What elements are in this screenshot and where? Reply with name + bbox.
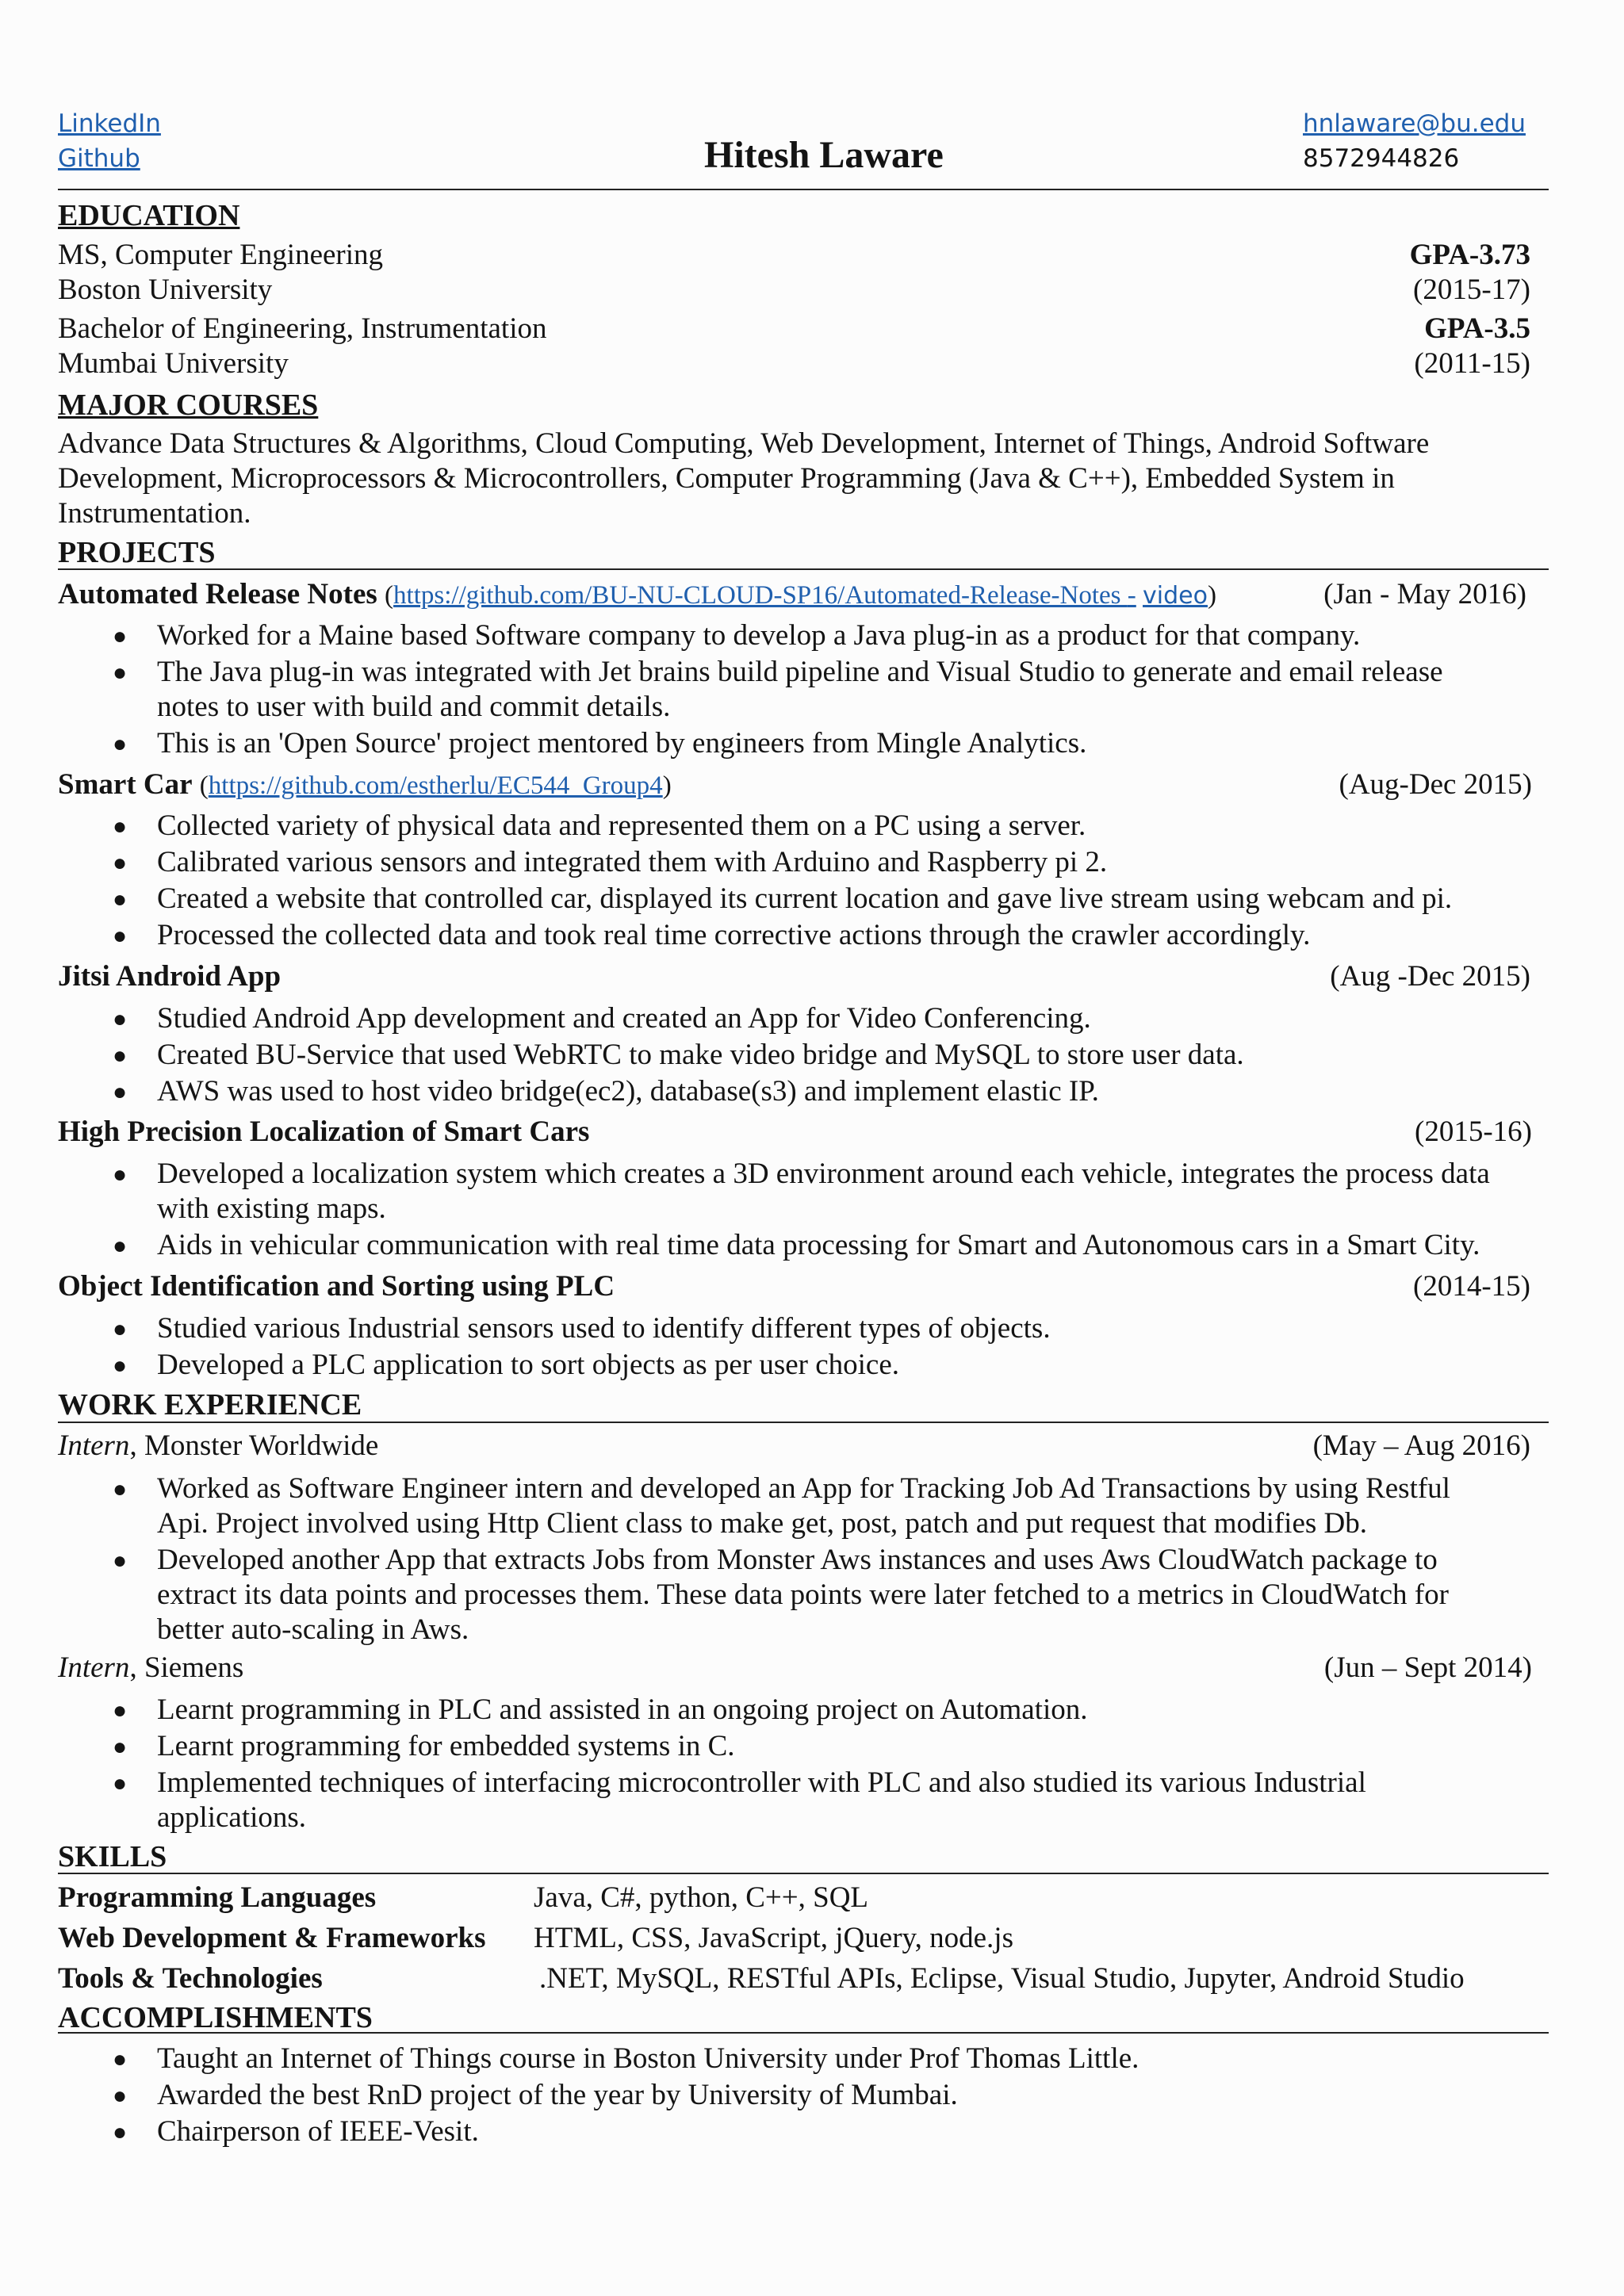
courses-line: Development, Microprocessors & Microcontrollers, Computer Programming (Java & C++), Embedded System in xyxy=(58,462,1395,495)
edu-gpa-1: GPA-3.73 xyxy=(1409,239,1530,271)
courses-heading: MAJOR COURSES xyxy=(58,388,319,422)
project-repo-link[interactable]: https://github.com/BU-NU-CLOUD-SP16/Automated-Release-Notes xyxy=(393,581,1128,610)
project-bullet-cont: notes to user with build and commit details. xyxy=(157,691,671,723)
project-repo-link[interactable]: https://github.com/estherlu/EC544_Group4 xyxy=(208,771,663,800)
job-role: Intern xyxy=(58,1429,130,1462)
bullet-icon: ● xyxy=(113,660,128,686)
edu-gpa-2: GPA-3.5 xyxy=(1424,312,1530,345)
bullet-icon: ● xyxy=(113,1548,128,1574)
bullet-icon: ● xyxy=(113,1353,128,1379)
job-title-row xyxy=(58,1429,378,1463)
edu-school-2: Mumbai University xyxy=(58,347,289,380)
skills-heading: SKILLS xyxy=(58,1840,167,1873)
candidate-name: Hitesh Laware xyxy=(704,134,944,176)
courses-line: Advance Data Structures & Algorithms, Cloud Computing, Web Development, Internet of Things, Android Software xyxy=(58,427,1430,460)
project-bullet: Created a website that controlled car, displayed its current location and gave live stream using webcam and pi. xyxy=(157,882,1453,915)
accomplishment-bullet: Taught an Internet of Things course in Boston University under Prof Thomas Little. xyxy=(157,2042,1139,2075)
project-title: Object Identification and Sorting using PLC xyxy=(58,1270,615,1303)
job-company: , Siemens xyxy=(129,1651,244,1684)
github-link[interactable]: Github xyxy=(58,144,140,173)
project-bullet: The Java plug-in was integrated with Jet brains build pipeline and Visual Studio to generate and email release xyxy=(157,656,1443,688)
project-title: Smart Car xyxy=(58,768,193,801)
skill-label: Web Development & Frameworks xyxy=(58,1922,486,1954)
project-title: Automated Release Notes xyxy=(58,578,377,610)
bullet-icon: ● xyxy=(113,623,128,649)
courses-line: Instrumentation. xyxy=(58,497,251,530)
job-date: (May – Aug 2016) xyxy=(1312,1429,1530,1462)
project-date: (2014-15) xyxy=(1413,1270,1530,1303)
education-heading: EDUCATION xyxy=(58,199,240,232)
bullet-icon: ● xyxy=(113,1770,128,1797)
bullet-icon: ● xyxy=(113,1476,128,1502)
skill-value: HTML, CSS, JavaScript, jQuery, node.js xyxy=(534,1922,1013,1954)
project-date: (Jan - May 2016) xyxy=(1323,578,1526,610)
job-bullet-cont: extract its data points and processes them. These data points were later fetched to a metrics in CloudWatch for xyxy=(157,1578,1449,1611)
job-title-row xyxy=(58,1651,243,1685)
project-title-row: Smart Car (https://github.com/estherlu/EC544_Group4) xyxy=(58,768,672,801)
project-date: (2015-16) xyxy=(1415,1115,1532,1148)
bullet-icon: ● xyxy=(113,1161,128,1188)
job-bullet-cont: applications. xyxy=(157,1801,307,1834)
phone-number: 8572944826 xyxy=(1303,144,1460,173)
skill-value: Java, C#, python, C++, SQL xyxy=(534,1881,869,1914)
bullet-icon: ● xyxy=(113,1734,128,1760)
project-title: Jitsi Android App xyxy=(58,960,282,993)
project-bullet: Aids in vehicular communication with real time data processing for Smart and Autonomous cars in a Smart City. xyxy=(157,1229,1480,1261)
project-title: High Precision Localization of Smart Cars xyxy=(58,1115,590,1148)
edu-school-1: Boston University xyxy=(58,274,273,306)
accomplishments-divider xyxy=(58,2032,1549,2034)
job-bullet-cont: Api. Project involved using Http Client class to make get, post, patch and put request that modifies Db. xyxy=(157,1507,1367,1540)
project-video-link[interactable]: video xyxy=(1143,582,1208,610)
job-date: (Jun – Sept 2014) xyxy=(1323,1651,1532,1684)
bullet-icon: ● xyxy=(113,923,128,949)
job-bullet: Learnt programming for embedded systems in C. xyxy=(157,1730,735,1762)
project-bullet: Studied various Industrial sensors used to identify different types of objects. xyxy=(157,1312,1051,1345)
project-bullet: Worked for a Maine based Software company to develop a Java plug-in as a product for that company. xyxy=(157,619,1361,652)
project-bullet: Created BU-Service that used WebRTC to make video bridge and MySQL to store user data. xyxy=(157,1039,1244,1071)
job-company: , Monster Worldwide xyxy=(129,1429,379,1462)
edu-degree-1: MS, Computer Engineering xyxy=(58,239,384,271)
bullet-icon: ● xyxy=(113,1006,128,1032)
projects-divider xyxy=(58,568,1549,570)
job-role: Intern xyxy=(58,1651,130,1684)
job-bullet: Learnt programming in PLC and assisted in an ongoing project on Automation. xyxy=(157,1693,1088,1726)
project-bullet-cont: with existing maps. xyxy=(157,1192,386,1225)
job-bullet-cont: better auto-scaling in Aws. xyxy=(157,1613,469,1646)
bullet-icon: ● xyxy=(113,1697,128,1724)
project-date: (Aug -Dec 2015) xyxy=(1330,960,1530,993)
edu-years-2: (2011-15) xyxy=(1414,347,1530,380)
job-bullet: Worked as Software Engineer intern and developed an App for Tracking Job Ad Transactions by using Restful xyxy=(157,1472,1450,1505)
project-bullet: Processed the collected data and took real time corrective actions through the crawler accordingly. xyxy=(157,919,1311,951)
projects-heading: PROJECTS xyxy=(58,536,216,569)
skill-value: .NET, MySQL, RESTful APIs, Eclipse, Visual Studio, Jupyter, Android Studio xyxy=(539,1962,1465,1995)
linkedin-link[interactable]: LinkedIn xyxy=(58,109,161,138)
bullet-icon: ● xyxy=(113,1316,128,1342)
job-bullet: Developed another App that extracts Jobs from Monster Aws instances and uses Aws CloudWatch package to xyxy=(157,1544,1438,1576)
project-bullet: Developed a localization system which creates a 3D environment around each vehicle, integrates the process data xyxy=(157,1158,1490,1190)
bullet-icon: ● xyxy=(113,2046,128,2072)
skills-divider xyxy=(58,1873,1549,1874)
accomplishment-bullet: Awarded the best RnD project of the year by University of Mumbai. xyxy=(157,2079,958,2111)
bullet-icon: ● xyxy=(113,886,128,913)
project-bullet: Collected variety of physical data and represented them on a PC using a server. xyxy=(157,809,1086,842)
accomplishment-bullet: Chairperson of IEEE-Vesit. xyxy=(157,2115,479,2148)
bullet-icon: ● xyxy=(113,850,128,876)
project-date: (Aug-Dec 2015) xyxy=(1339,768,1532,801)
project-bullet: Studied Android App development and created an App for Video Conferencing. xyxy=(157,1002,1091,1035)
skill-label: Programming Languages xyxy=(58,1881,377,1914)
skill-label: Tools & Technologies xyxy=(58,1962,323,1995)
email-link[interactable]: hnlaware@bu.edu xyxy=(1303,109,1526,138)
project-bullet: Developed a PLC application to sort objects as per user choice. xyxy=(157,1349,900,1381)
bullet-icon: ● xyxy=(113,1043,128,1069)
project-bullet: This is an 'Open Source' project mentored by engineers from Mingle Analytics. xyxy=(157,727,1087,760)
edu-years-1: (2015-17) xyxy=(1413,274,1530,306)
project-bullet: AWS was used to host video bridge(ec2), database(s3) and implement elastic IP. xyxy=(157,1075,1099,1108)
edu-degree-2: Bachelor of Engineering, Instrumentation xyxy=(58,312,547,345)
bullet-icon: ● xyxy=(113,1233,128,1259)
header-divider xyxy=(58,189,1549,190)
bullet-icon: ● xyxy=(113,813,128,840)
work-heading: WORK EXPERIENCE xyxy=(58,1388,362,1422)
bullet-icon: ● xyxy=(113,1079,128,1105)
bullet-icon: ● xyxy=(113,731,128,757)
job-bullet: Implemented techniques of interfacing microcontroller with PLC and also studied its various Industrial xyxy=(157,1766,1366,1799)
bullet-icon: ● xyxy=(113,2083,128,2109)
project-title-row: Automated Release Notes (https://github.com/BU-NU-CLOUD-SP16/Automated-Release-Notes - video) xyxy=(58,578,1216,610)
accomplishments-heading: ACCOMPLISHMENTS xyxy=(58,2001,373,2034)
project-bullet: Calibrated various sensors and integrated them with Arduino and Raspberry pi 2. xyxy=(157,846,1108,878)
work-divider xyxy=(58,1422,1549,1423)
bullet-icon: ● xyxy=(113,2119,128,2145)
